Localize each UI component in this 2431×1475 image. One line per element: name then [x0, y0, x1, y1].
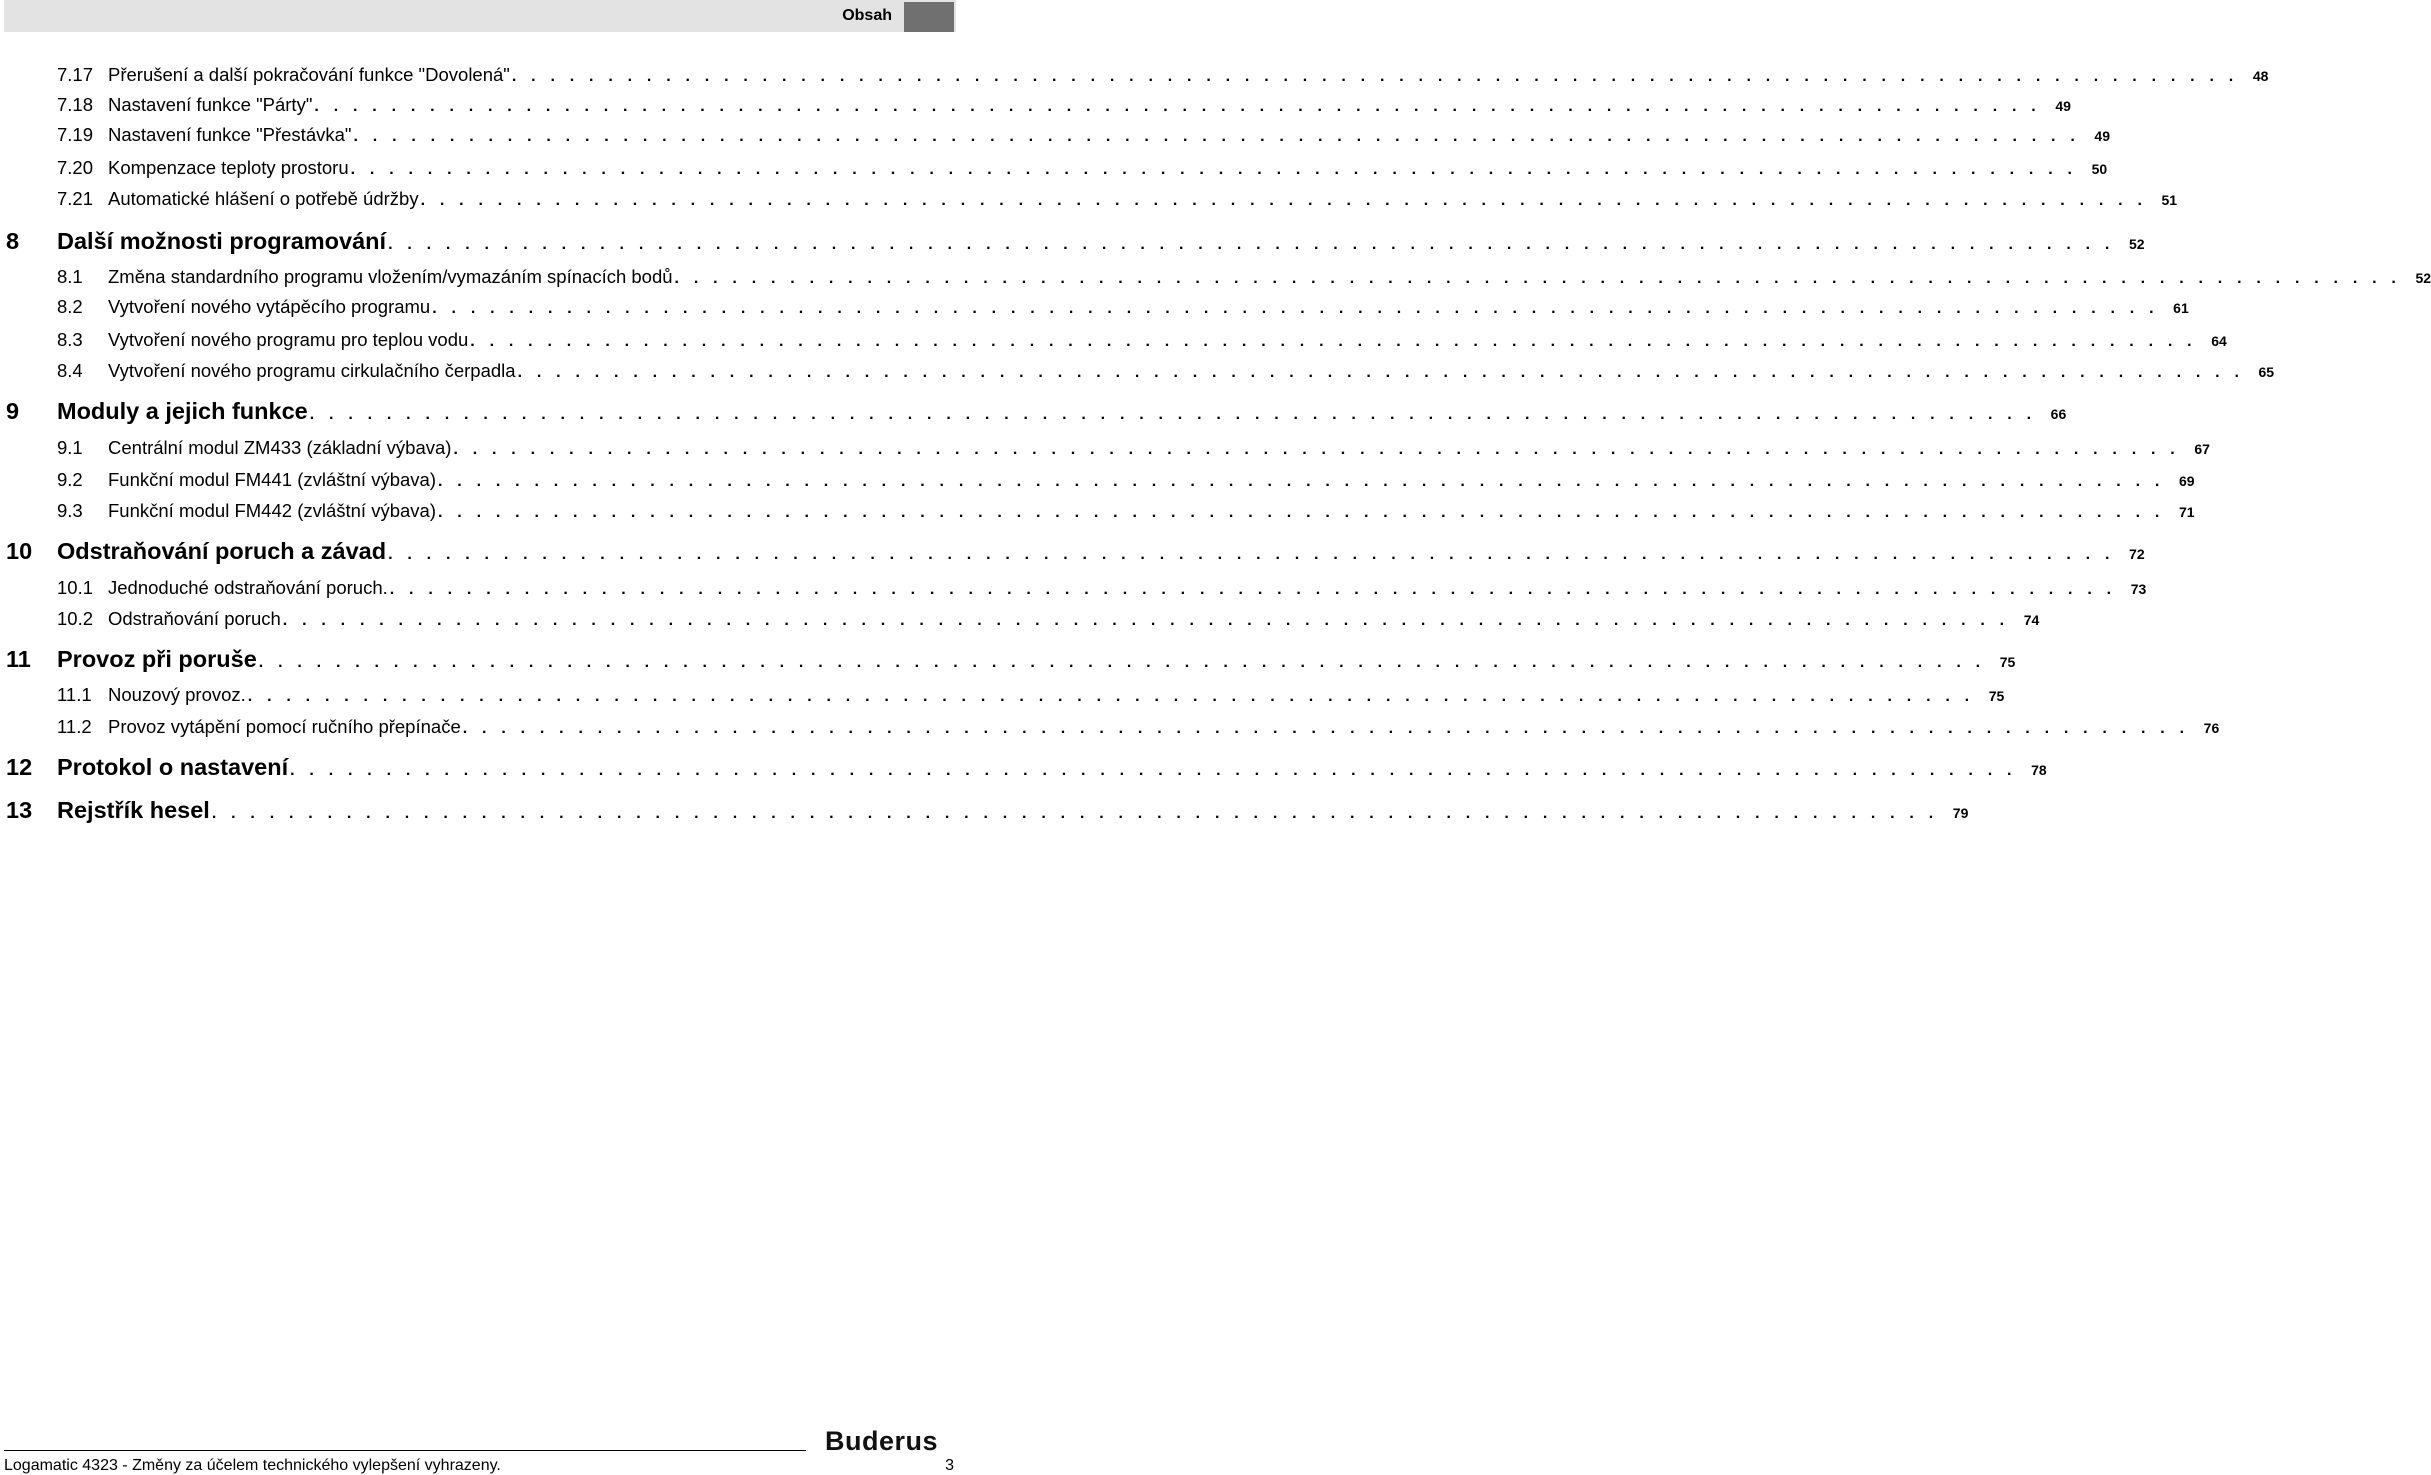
- toc-entry[interactable]: [0, 437, 2210, 461]
- toc-dot-leader: . . . . . . . . . . . . . . . . . . . . . . . . . . . . . . . . . . . . . . . . . . . . . . . . . . . . . . . . . . . . . . . . . . . . . . . . . . . . . . . . . . . . . . . . . .: [438, 504, 2165, 521]
- toc-entry[interactable]: [0, 500, 2195, 524]
- toc-entry-number: 9: [6, 398, 20, 424]
- toc-entry-number: 7.19: [57, 124, 94, 145]
- toc-entry-number: 10.1: [57, 577, 94, 598]
- toc-entry-page: 74: [2023, 612, 2040, 628]
- toc-entry-page: 48: [2252, 68, 2269, 84]
- toc-entry-page: 61: [2173, 300, 2189, 316]
- toc-entry-number: 11: [6, 646, 31, 672]
- toc-dot-leader: . . . . . . . . . . . . . . . . . . . . . . . . . . . . . . . . . . . . . . . . . . . . . . . . . . . . . . . . . . . . . . . . . . . . . . . . . . . . . . . . . . . . . . . . . .: [309, 406, 2037, 423]
- toc-entry-number: 7.21: [57, 188, 94, 209]
- toc-dot-leader: . . . . . . . . . . . . . . . . . . . . . . . . . . . . . . . . . . . . . . . . . . . . . . . . . . . . . . . . . . . . . . . . . . . . . . . . . . . . . . . . . . . . . . . . . .: [674, 270, 2402, 287]
- toc-entry[interactable]: [0, 608, 2040, 632]
- toc-dot-leader: . . . . . . . . . . . . . . . . . . . . . . . . . . . . . . . . . . . . . . . . . . . . . . . . . . . . . . . . . . . . . . . . . . . . . . . . . . . . . . . . . . . . . . . . . .: [511, 68, 2239, 85]
- toc-entry-page: 79: [1952, 805, 1969, 821]
- toc-entry-page: 76: [2203, 720, 2220, 736]
- toc-entry-title: Kompenzace teploty prostoru: [108, 157, 349, 178]
- toc-entry[interactable]: [0, 577, 2147, 601]
- toc-entry-page: 49: [2094, 128, 2110, 144]
- toc-entry-title: Rejstřík hesel: [57, 797, 210, 823]
- toc-entry-page: 73: [2130, 581, 2147, 597]
- toc-entry-title: Odstraňování poruch: [108, 608, 281, 629]
- toc-entry[interactable]: [0, 188, 2178, 212]
- toc-dot-leader: . . . . . . . . . . . . . . . . . . . . . . . . . . . . . . . . . . . . . . . . . . . . . . . . . . . . . . . . . . . . . . . . . . . . . . . . . . . . . . . . . . . . . . . . . .: [462, 720, 2190, 737]
- footer-page-number: 3: [945, 1457, 954, 1474]
- toc-entry-title: Provoz vytápění pomocí ručního přepínače: [108, 716, 461, 737]
- toc-entry-title: Odstraňování poruch a závad: [57, 538, 387, 564]
- toc-entry[interactable]: [0, 538, 2145, 568]
- toc-entry-title: Vytvoření nového vytápěcího programu: [108, 296, 431, 317]
- toc-entry-title: Přerušení a další pokračování funkce "Dovolená": [108, 64, 510, 85]
- footer-text: Logamatic 4323 - Změny za účelem technického vylepšení vyhrazeny.: [4, 1457, 501, 1474]
- toc-dot-leader: . . . . . . . . . . . . . . . . . . . . . . . . . . . . . . . . . . . . . . . . . . . . . . . . . . . . . . . . . . . . . . . . . . . . . . . . . . . . . . . . . . . . . . . . . .: [290, 762, 2017, 779]
- toc-dot-leader: . . . . . . . . . . . . . . . . . . . . . . . . . . . . . . . . . . . . . . . . . . . . . . . . . . . . . . . . . . . . . . . . . . . . . . . . . . . . . . . . . . . . . . . . . .: [353, 128, 2080, 145]
- toc-entry-number: 8.2: [57, 296, 83, 317]
- toc-entry-page: 49: [2055, 98, 2071, 114]
- toc-entry-number: 8: [6, 228, 20, 254]
- toc-entry[interactable]: [0, 716, 2220, 740]
- toc-entry-title: Provoz při poruše: [57, 646, 257, 672]
- toc-entry-number: 9.3: [57, 500, 83, 521]
- toc-dot-leader: . . . . . . . . . . . . . . . . . . . . . . . . . . . . . . . . . . . . . . . . . . . . . . . . . . . . . . . . . . . . . . . . . . . . . . . . . . . . . . . . . . . . . . . . . .: [282, 612, 2010, 629]
- toc-entry-number: 7.18: [57, 94, 94, 115]
- toc-entry[interactable]: [0, 94, 2071, 118]
- header-tab-marker: [904, 2, 954, 32]
- toc-dot-leader: . . . . . . . . . . . . . . . . . . . . . . . . . . . . . . . . . . . . . . . . . . . . . . . . . . . . . . . . . . . . . . . . . . . . . . . . . . . . . . . . . . . . . . . . . .: [517, 364, 2245, 381]
- toc-entry-page: 75: [1988, 688, 2005, 704]
- toc-entry-title: Jednoduché odstraňování poruch.: [108, 577, 388, 598]
- toc-dot-leader: . . . . . . . . . . . . . . . . . . . . . . . . . . . . . . . . . . . . . . . . . . . . . . . . . . . . . . . . . . . . . . . . . . . . . . . . . . . . . . . . . . . . . . . . . .: [389, 581, 2117, 598]
- toc-entry-page: 67: [2194, 441, 2210, 457]
- toc-entry[interactable]: [0, 266, 2431, 290]
- toc-entry-title: Funkční modul FM441 (zvláštní výbava): [108, 469, 436, 490]
- toc-entry[interactable]: [0, 329, 2227, 353]
- toc-entry-number: 13: [6, 797, 33, 823]
- toc-entry-title: Protokol o nastavení: [57, 754, 289, 780]
- toc-dot-leader: . . . . . . . . . . . . . . . . . . . . . . . . . . . . . . . . . . . . . . . . . . . . . . . . . . . . . . . . . . . . . . . . . . . . . . . . . . . . . . . . . . . . . . . . . .: [211, 805, 1939, 822]
- toc-entry-page: 69: [2178, 473, 2195, 489]
- toc-entry[interactable]: [0, 296, 2189, 320]
- toc-dot-leader: . . . . . . . . . . . . . . . . . . . . . . . . . . . . . . . . . . . . . . . . . . . . . . . . . . . . . . . . . . . . . . . . . . . . . . . . . . . . . . . . . . . . . . . . . .: [388, 546, 2115, 563]
- toc-dot-leader: . . . . . . . . . . . . . . . . . . . . . . . . . . . . . . . . . . . . . . . . . . . . . . . . . . . . . . . . . . . . . . . . . . . . . . . . . . . . . . . . . . . . . . . . . .: [420, 192, 2148, 209]
- toc-entry-title: Funkční modul FM442 (zvláštní výbava): [108, 500, 436, 521]
- toc-entry-title: Moduly a jejich funkce: [57, 398, 308, 424]
- header-bar: [4, 0, 956, 32]
- toc-entry[interactable]: [0, 646, 2016, 676]
- toc-entry-number: 11.1: [57, 684, 92, 705]
- toc-entry-page: 71: [2178, 504, 2195, 520]
- toc-dot-leader: . . . . . . . . . . . . . . . . . . . . . . . . . . . . . . . . . . . . . . . . . . . . . . . . . . . . . . . . . . . . . . . . . . . . . . . . . . . . . . . . . . . . . . . . . .: [314, 98, 2041, 115]
- toc-entry-title: Vytvoření nového programu cirkulačního čerpadla: [108, 360, 516, 381]
- toc-entry-title: Vytvoření nového programu pro teplou vodu: [108, 329, 469, 350]
- buderus-logo: Buderus: [825, 1426, 939, 1456]
- header-title: Obsah: [842, 7, 892, 24]
- toc-entry[interactable]: [0, 398, 2067, 428]
- toc-entry-number: 9.2: [57, 469, 83, 490]
- toc-entry-number: 9.1: [57, 437, 83, 458]
- toc-dot-leader: . . . . . . . . . . . . . . . . . . . . . . . . . . . . . . . . . . . . . . . . . . . . . . . . . . . . . . . . . . . . . . . . . . . . . . . . . . . . . . . . . . . . . . . . . .: [438, 473, 2165, 490]
- footer-divider: [4, 1450, 806, 1451]
- toc-dot-leader: . . . . . . . . . . . . . . . . . . . . . . . . . . . . . . . . . . . . . . . . . . . . . . . . . . . . . . . . . . . . . . . . . . . . . . . . . . . . . . . . . . . . . . . . . .: [247, 688, 1975, 705]
- toc-entry[interactable]: [0, 797, 1969, 827]
- toc-entry-page: 65: [2258, 364, 2275, 380]
- toc-dot-leader: . . . . . . . . . . . . . . . . . . . . . . . . . . . . . . . . . . . . . . . . . . . . . . . . . . . . . . . . . . . . . . . . . . . . . . . . . . . . . . . . . . . . . . . . . .: [350, 161, 2078, 178]
- toc-entry-page: 78: [2031, 762, 2047, 778]
- toc-entry[interactable]: [0, 124, 2110, 148]
- toc-entry-title: Další možnosti programování: [57, 228, 387, 254]
- toc-dot-leader: . . . . . . . . . . . . . . . . . . . . . . . . . . . . . . . . . . . . . . . . . . . . . . . . . . . . . . . . . . . . . . . . . . . . . . . . . . . . . . . . . . . . . . . . . .: [453, 441, 2180, 458]
- toc-entry-page: 72: [2129, 546, 2145, 562]
- toc-entry[interactable]: [0, 360, 2275, 384]
- toc-entry-title: Centrální modul ZM433 (základní výbava): [108, 437, 452, 458]
- toc-entry-title: Nastavení funkce "Přestávka": [108, 124, 352, 145]
- toc-entry-number: 8.3: [57, 329, 83, 350]
- toc-dot-leader: . . . . . . . . . . . . . . . . . . . . . . . . . . . . . . . . . . . . . . . . . . . . . . . . . . . . . . . . . . . . . . . . . . . . . . . . . . . . . . . . . . . . . . . . . .: [388, 236, 2115, 253]
- toc-entry-number: 8.4: [57, 360, 83, 381]
- toc-entry-title: Změna standardního programu vložením/vymazáním spínacích bodů: [108, 266, 673, 287]
- toc-entry[interactable]: [0, 228, 2145, 258]
- toc-entry[interactable]: [0, 469, 2195, 493]
- toc-entry[interactable]: [0, 754, 2047, 784]
- toc-entry-page: 51: [2161, 192, 2178, 208]
- toc-entry-page: 52: [2129, 236, 2145, 252]
- toc-entry-title: Automatické hlášení o potřebě údržby: [108, 188, 419, 209]
- toc-entry-title: Nastavení funkce "Párty": [108, 94, 313, 115]
- toc-entry[interactable]: [0, 157, 2108, 181]
- toc-entry-page: 52: [2415, 270, 2431, 286]
- toc-entry-page: 50: [2091, 161, 2108, 177]
- toc-entry-page: 75: [1999, 654, 2016, 670]
- toc-entry-number: 12: [6, 754, 33, 780]
- toc-dot-leader: . . . . . . . . . . . . . . . . . . . . . . . . . . . . . . . . . . . . . . . . . . . . . . . . . . . . . . . . . . . . . . . . . . . . . . . . . . . . . . . . . . . . . . . . . .: [258, 654, 1986, 671]
- toc-entry-number: 10.2: [57, 608, 94, 629]
- toc-dot-leader: . . . . . . . . . . . . . . . . . . . . . . . . . . . . . . . . . . . . . . . . . . . . . . . . . . . . . . . . . . . . . . . . . . . . . . . . . . . . . . . . . . . . . . . . . .: [470, 333, 2197, 350]
- toc-entry-number: 11.2: [57, 716, 92, 737]
- toc-entry[interactable]: [0, 64, 2269, 88]
- toc-entry-title: Nouzový provoz.: [108, 684, 246, 705]
- toc-entry-number: 10: [6, 538, 33, 564]
- toc-entry-number: 7.17: [57, 64, 94, 85]
- toc-entry-number: 8.1: [57, 266, 83, 287]
- toc-entry-page: 66: [2050, 406, 2067, 422]
- toc-entry[interactable]: [0, 684, 2005, 708]
- toc-entry-page: 64: [2211, 333, 2227, 349]
- toc-entry-number: 7.20: [57, 157, 94, 178]
- toc-dot-leader: . . . . . . . . . . . . . . . . . . . . . . . . . . . . . . . . . . . . . . . . . . . . . . . . . . . . . . . . . . . . . . . . . . . . . . . . . . . . . . . . . . . . . . . . . .: [432, 300, 2159, 317]
